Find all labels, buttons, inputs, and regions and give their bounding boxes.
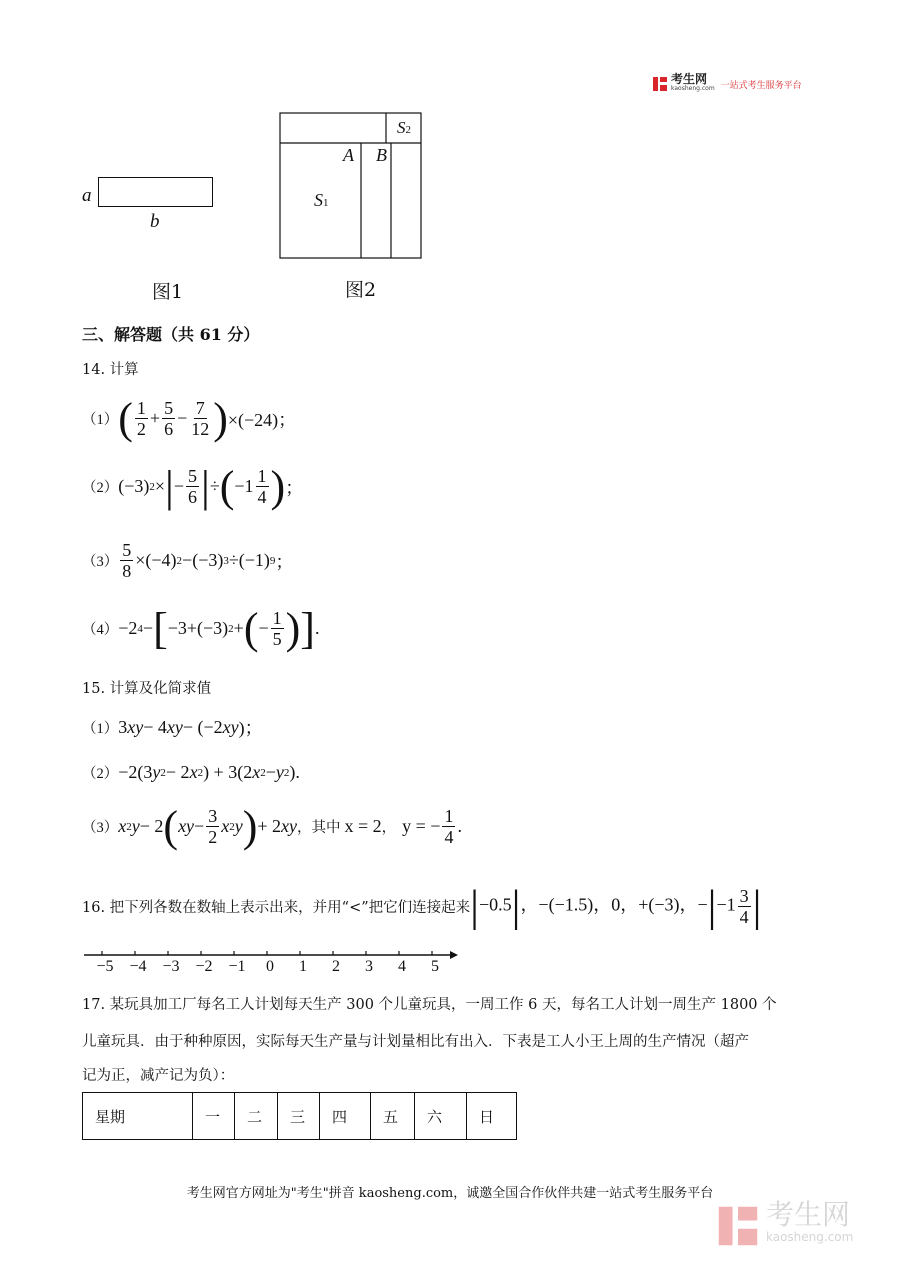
watermark-logo-icon [716,1204,760,1248]
q15-item-2: （2） −2(3 y 2 − 2 x 2 ) + 3(2 x 2 − y 2 ). [82,762,300,782]
number-line-tick-label: 5 [431,958,439,975]
q15-cond: ，其中 [297,820,341,836]
fig1-rectangle [98,177,213,207]
number-line-tick-label: 3 [365,958,373,975]
fig2-s1-letter: S [314,190,323,210]
q14-item-1: （1） ( $\frac{1}{2}$ + $\frac{5}{6}$ − $\frac{7}{12}$ ) ×(−24)； [82,393,297,443]
q14-item-1-num: （1） [82,412,119,428]
fig2-label-s2 [397,118,411,138]
fig2-label-s1 [314,190,329,211]
kaosheng-logo-icon [652,76,668,92]
table-cell: 五 [371,1093,415,1140]
q14-title: 14. 计算 [82,362,139,378]
number-line-ticks [90,954,450,984]
footer-watermark [716,1198,854,1248]
number-line-tick-label: −2 [195,958,213,975]
section-title: 三、解答题（共 61 分） [82,325,260,344]
number-line-tick-label: −5 [96,958,114,975]
logo-sub: kaosheng.com [671,85,715,92]
table-row [83,1093,517,1140]
fig2-label-a: A [343,145,354,165]
table-cell: 三 [278,1093,320,1140]
q14-item-3-num: （3） [82,554,119,570]
watermark-sub: kaosheng.com [766,1230,854,1244]
fig2-s1-sub: 1 [323,197,329,209]
fig2-label-b: B [376,145,387,165]
q15-item-3-num: （3） [82,820,119,836]
q15-y-eq: y = − [402,816,441,836]
q15-title: 15. 计算及化简求值 [82,681,212,697]
q15-x-eq: x = 2 [344,816,382,836]
q14-item-4-num: （4） [82,622,119,638]
production-table [82,1092,517,1140]
watermark-text: 考生网 [766,1198,851,1231]
q14-item-4: （4） −2 4 − [ −3+(−3) 2 + ( − $\frac{1}{5}$ ) ] . [82,603,320,653]
q14-item-2: （2） (−3) 2 × | − $\frac{5}{6}$ | ÷ ( −1 $\frac{1}{4}$ ) ； [82,461,304,511]
q14-item-3: （3） $\frac{5}{8}$ ×(−4) 2 −(−3) 3 ÷(−1) 9 ； [82,540,294,581]
table-cell: 星期 [83,1093,193,1140]
number-line-tick-label: −1 [228,958,246,975]
q17-line1: 17. 某玩具加工厂每名工人计划每天生产 300 个儿童玩具，一周工作 6 天，每名工人计划一周生产 1800 个 [82,997,777,1013]
q15-item-1: （1） 3 xy − 4 xy − (−2 xy )； [82,716,263,738]
fig1-label-a: a [82,185,92,206]
fig2-s2-letter: S [397,118,406,137]
footer-text: 考生网官方网址为"考生"拼音 kaosheng.com，诚邀全国合作伙伴共建一站式考生服务平台 [186,1186,714,1201]
fig2-s2-sub: 2 [405,124,411,136]
table-cell: 六 [415,1093,467,1140]
number-line-tick-label: −3 [162,958,180,975]
header-slogan: 一站式考生服务平台 [720,80,802,91]
header-logo [652,74,802,94]
q17-line2: 儿童玩具．由于种种原因，实际每天生产量与计划量相比有出入．下表是工人小王上周的生产情况（超产 [82,1034,749,1050]
q17-line3: 记为正，减产记为负）： [82,1068,235,1084]
q15-sep: ， [381,820,397,836]
number-line-tick-label: 1 [299,958,307,975]
q15-item-2-num: （2） [82,766,119,782]
table-cell: 日 [467,1093,517,1140]
logo-text: 考生网 [671,72,708,86]
number-line-tick-label: 0 [266,958,274,975]
table-cell: 四 [320,1093,371,1140]
fig1-caption: 图1 [152,281,184,303]
table-cell: 一 [193,1093,235,1140]
number-line-tick-label: 2 [332,958,340,975]
fig2-caption: 图2 [345,279,377,301]
q16-line: 16. 把下列各数在数轴上表示出来，并用“<”把它们连接起来 |−0.5|，−(−1.5)，0，+(−3)，−|−1 $\frac{3}{4}$ | [82,881,762,931]
fig1-label-b: b [150,211,160,232]
number-line-tick-label: 4 [398,958,406,975]
q15-item-1-num: （1） [82,720,119,737]
q15-item-3: （3） x 2 y − 2 ( xy − $\frac{3}{2}$ x 2 y ) + 2 xy ，其中 x = 2 ， y = − $\frac{1}{4}$ . [82,801,462,851]
table-cell: 二 [235,1093,278,1140]
q14-item-2-num: （2） [82,480,119,496]
number-line-tick-label: −4 [129,958,147,975]
q16-text: 16. 把下列各数在数轴上表示出来，并用“<”把它们连接起来 [82,900,471,916]
